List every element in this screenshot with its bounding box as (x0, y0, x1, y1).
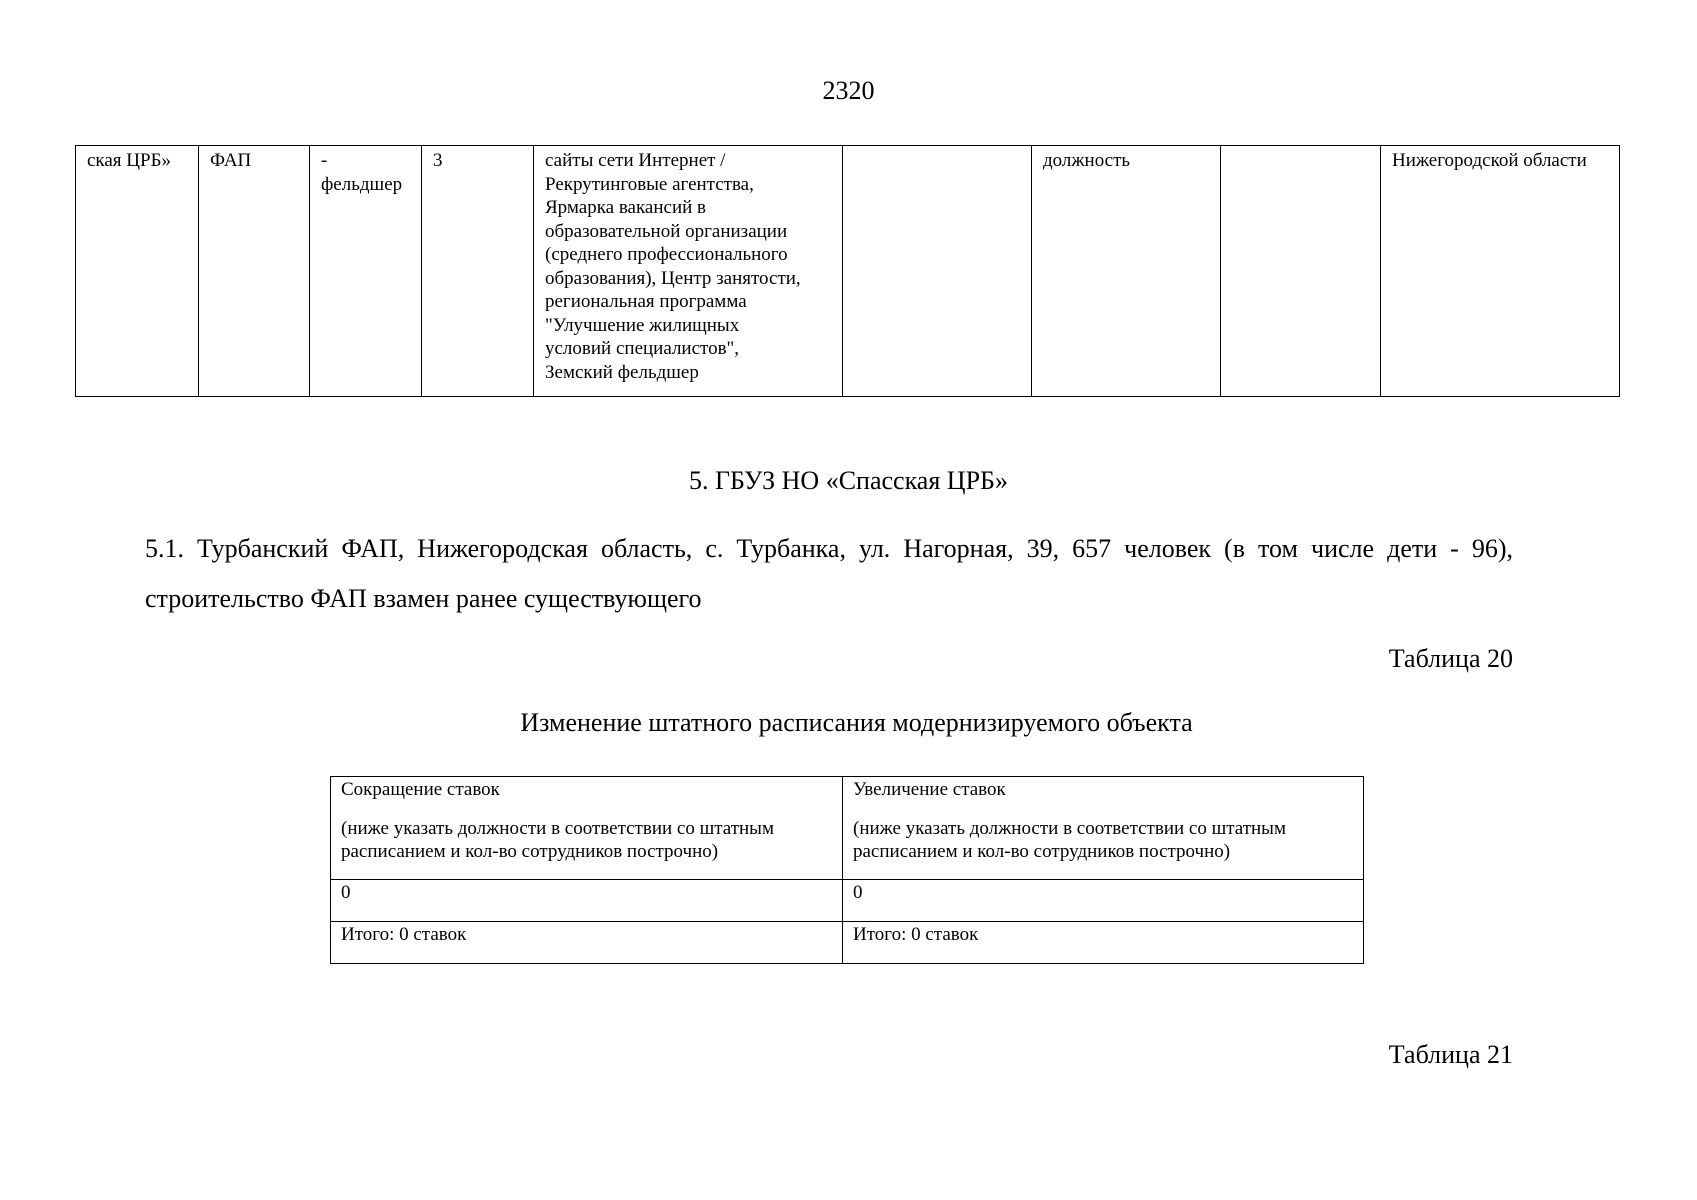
table-cell: ская ЦРБ» (76, 146, 199, 397)
table-row (331, 880, 1364, 922)
table-cell (1221, 146, 1381, 397)
section-heading: 5. ГБУЗ НО «Спасская ЦРБ» (689, 466, 1008, 495)
table-cell: должность (1032, 146, 1221, 397)
continuation-table (75, 145, 1620, 397)
header-note: (ниже указать должности в соответствии со штатным расписанием и кол-во сотрудников построчно) (341, 818, 774, 862)
table-total-row (331, 922, 1364, 964)
staffing-change-table (330, 776, 1364, 964)
total-cell: Итого: 0 ставок (331, 922, 843, 964)
table-21-label: Таблица 21 (1388, 1040, 1513, 1069)
header-note: (ниже указать должности в соответствии со штатным расписанием и кол-во сотрудников построчно) (853, 818, 1286, 862)
header-title: Сокращение ставок (341, 779, 500, 800)
table-header-row (331, 777, 1364, 880)
table-cell: - фельдшер (310, 146, 422, 397)
table-cell: 3 (422, 146, 534, 397)
table-cell (843, 146, 1032, 397)
header-cell-increase (843, 777, 1364, 880)
table-cell: Нижегородской области (1381, 146, 1620, 397)
value-cell: 0 (843, 880, 1364, 922)
table-cell: сайты сети Интернет / Рекрутинговые агентства, Ярмарка вакансий в образовательной организации (среднего профессионального образования), Центр занятости, региональная программа "Улучшение жилищных условий специалистов", Земский фельдшер (534, 146, 843, 397)
total-cell: Итого: 0 ставок (843, 922, 1364, 964)
value-cell: 0 (331, 880, 843, 922)
table-cell: ФАП (199, 146, 310, 397)
section-paragraph: 5.1. Турбанский ФАП, Нижегородская область, с. Турбанка, ул. Нагорная, 39, 657 человек (в том числе дети - 96), строительство ФАП взамен ранее существующего (145, 534, 1513, 613)
header-cell-reduction (331, 777, 843, 880)
table-20-title: Изменение штатного расписания модернизируемого объекта (520, 708, 1193, 737)
table-20-label: Таблица 20 (1388, 644, 1513, 673)
table-row (76, 146, 1620, 397)
header-title: Увеличение ставок (853, 779, 1006, 800)
page-number: 2320 (822, 76, 875, 105)
